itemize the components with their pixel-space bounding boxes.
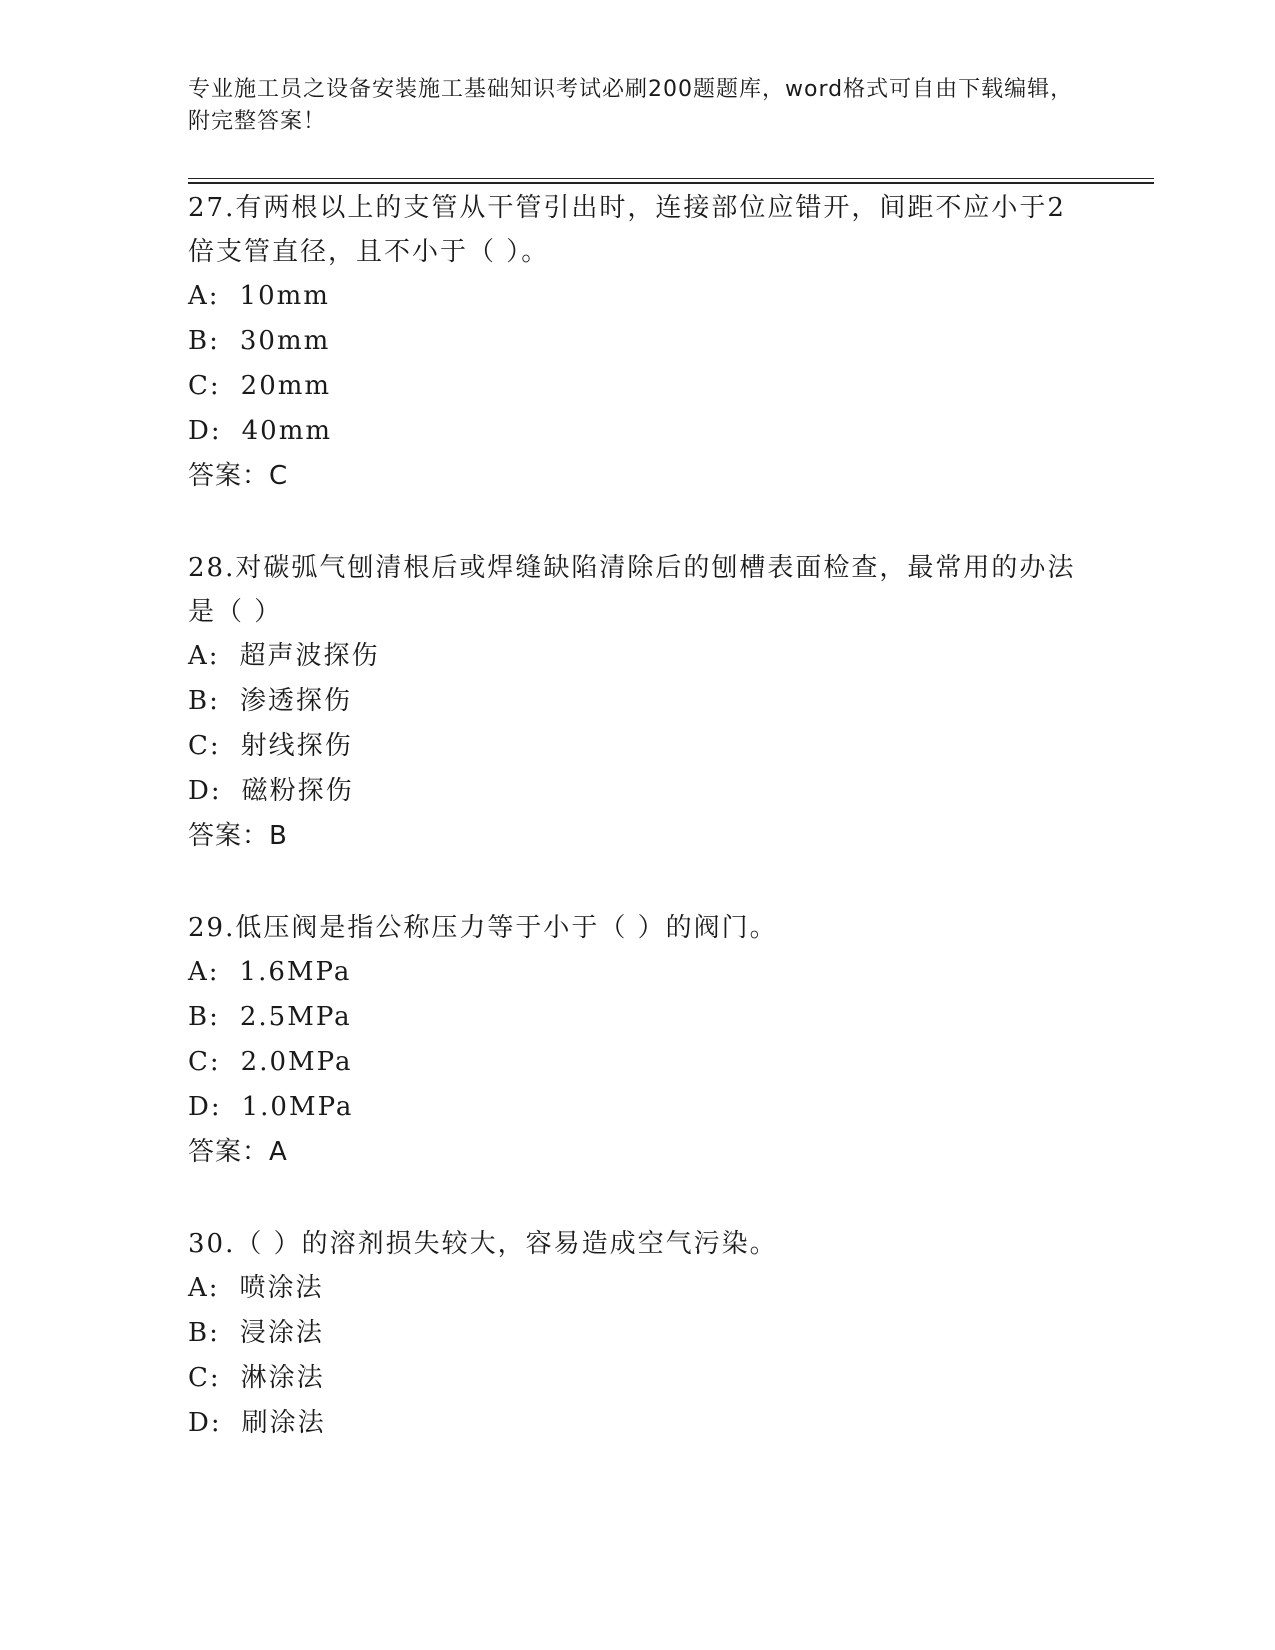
option-b — [188, 995, 1088, 1040]
option-letter: C: — [188, 731, 221, 761]
option-letter: B: — [188, 1002, 220, 1032]
question-stem: 29.低压阀是指公称压力等于小于（ ）的阀门。 — [188, 913, 778, 943]
option-b — [188, 1311, 1088, 1356]
option-text: 超声波探伤 — [239, 641, 380, 671]
option-letter: A: — [188, 957, 220, 987]
option-text: 渗透探伤 — [239, 686, 352, 716]
option-text: 浸涂法 — [239, 1318, 324, 1348]
option-letter: D: — [188, 416, 222, 446]
option-letter: D: — [188, 776, 222, 806]
option-d — [188, 409, 1088, 454]
option-letter: D: — [188, 1092, 222, 1122]
question-30 — [188, 1222, 1088, 1446]
option-letter: B: — [188, 326, 220, 356]
option-letter: A: — [188, 641, 220, 671]
option-text: 喷涂法 — [239, 1273, 324, 1303]
option-text: 2.5MPa — [239, 1002, 352, 1032]
option-letter: C: — [188, 371, 221, 401]
option-d — [188, 1085, 1088, 1130]
answer: 答案：B — [188, 821, 288, 851]
option-text: 40mm — [241, 416, 333, 446]
option-text: 磁粉探伤 — [241, 776, 354, 806]
option-text: 射线探伤 — [240, 731, 353, 761]
answer: 答案：C — [188, 461, 289, 491]
question-27 — [188, 186, 1088, 498]
answer: 答案：A — [188, 1137, 288, 1167]
option-c — [188, 724, 1088, 769]
option-text: 30mm — [239, 326, 331, 356]
option-letter: A: — [188, 1273, 220, 1303]
option-text: 淋涂法 — [240, 1363, 325, 1393]
option-c — [188, 364, 1088, 409]
option-b — [188, 679, 1088, 724]
option-text: 刷涂法 — [241, 1408, 326, 1438]
header-divider-thick — [188, 182, 1154, 184]
option-letter: C: — [188, 1047, 221, 1077]
question-29 — [188, 906, 1088, 1174]
option-b — [188, 319, 1088, 364]
option-letter: A: — [188, 281, 220, 311]
option-text: 10mm — [239, 281, 330, 311]
option-a — [188, 634, 1088, 679]
option-text: 2.0MPa — [240, 1047, 353, 1077]
question-stem: 30.（ ）的溶剂损失较大，容易造成空气污染。 — [188, 1229, 778, 1259]
option-letter: B: — [188, 686, 220, 716]
question-stem: 27.有两根以上的支管从干管引出时，连接部位应错开，间距不应小于2倍支管直径，且不小于（ ）。 — [188, 193, 1066, 267]
option-text: 20mm — [240, 371, 332, 401]
option-a — [188, 1266, 1088, 1311]
option-d — [188, 769, 1088, 814]
option-text: 1.6MPa — [239, 957, 352, 987]
option-letter: C: — [188, 1363, 221, 1393]
option-a — [188, 950, 1088, 995]
option-a — [188, 274, 1088, 319]
document-header: 专业施工员之设备安装施工基础知识考试必刷200题题库，word格式可自由下载编辑，附完整答案！ — [188, 77, 1074, 134]
header-divider-thin — [188, 178, 1154, 179]
option-letter: D: — [188, 1408, 222, 1438]
question-stem: 28.对碳弧气刨清根后或焊缝缺陷清除后的刨槽表面检查，最常用的办法是（ ） — [188, 553, 1076, 627]
option-c — [188, 1356, 1088, 1401]
question-28 — [188, 546, 1088, 858]
option-c — [188, 1040, 1088, 1085]
option-d — [188, 1401, 1088, 1446]
option-letter: B: — [188, 1318, 220, 1348]
option-text: 1.0MPa — [241, 1092, 354, 1122]
